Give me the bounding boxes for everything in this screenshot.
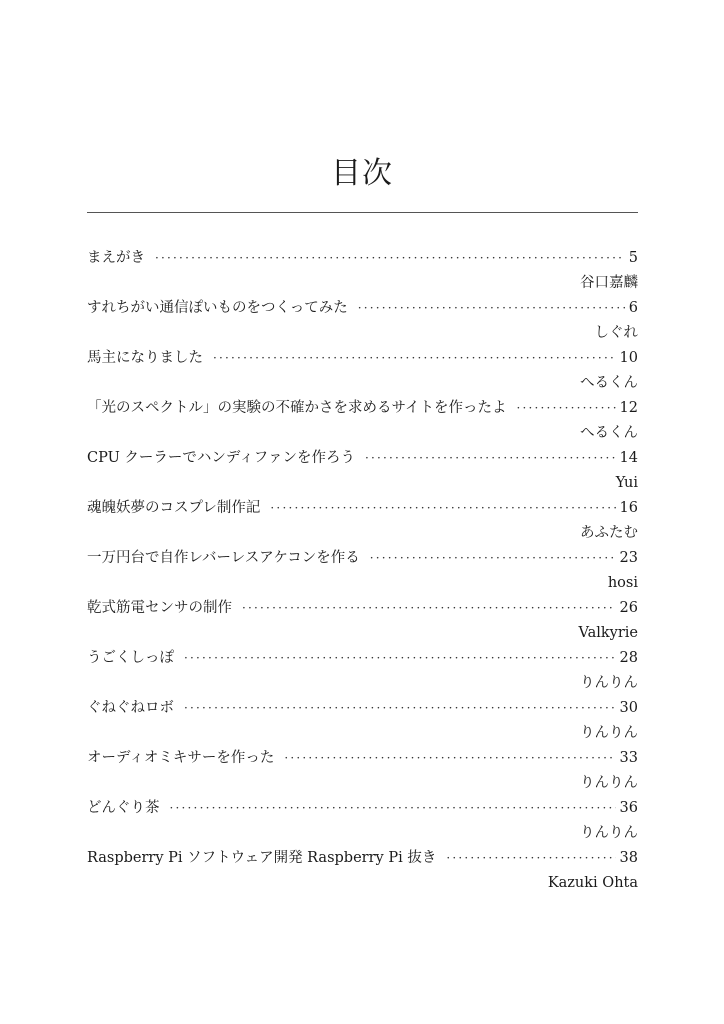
toc-entry-title: うごくしっぽ bbox=[87, 650, 174, 666]
toc-entry-author: 谷口嘉麟 bbox=[580, 275, 638, 291]
toc-entry[interactable] bbox=[87, 796, 638, 821]
toc-entry-page: 28 bbox=[619, 650, 638, 666]
toc-entry-title: 馬主になりました bbox=[87, 350, 203, 366]
toc-entry-page: 5 bbox=[628, 250, 638, 266]
toc-entry-author: Yui bbox=[615, 475, 638, 491]
dot-leader bbox=[184, 696, 616, 721]
dot-leader bbox=[242, 596, 616, 621]
toc-entry[interactable] bbox=[87, 246, 638, 271]
toc-entry-page: 12 bbox=[619, 400, 638, 416]
toc-entry[interactable] bbox=[87, 546, 638, 571]
title-divider bbox=[87, 212, 638, 213]
toc-entry[interactable] bbox=[87, 746, 638, 771]
toc-entry-page: 36 bbox=[619, 800, 638, 816]
toc-entry-author: Kazuki Ohta bbox=[547, 875, 638, 891]
toc-entry-author: へるくん bbox=[580, 425, 638, 441]
toc-entry-page: 23 bbox=[619, 550, 638, 566]
toc-entry-page: 38 bbox=[619, 850, 638, 866]
toc-entry-title: 一万円台で自作レバーレスアケコンを作る bbox=[87, 550, 360, 566]
toc-entry-page: 16 bbox=[619, 500, 638, 516]
toc-entry-title: 乾式筋電センサの制作 bbox=[87, 600, 232, 616]
toc-entry-author: りんりん bbox=[580, 775, 638, 791]
dot-leader bbox=[358, 296, 625, 321]
dot-leader bbox=[213, 346, 616, 371]
toc-entry[interactable] bbox=[87, 496, 638, 521]
toc-entry-title: オーディオミキサーを作った bbox=[87, 750, 275, 766]
toc-entry-author: へるくん bbox=[580, 375, 638, 391]
dot-leader bbox=[184, 646, 616, 671]
toc-entry-author: りんりん bbox=[580, 825, 638, 841]
toc-entry[interactable] bbox=[87, 646, 638, 671]
toc-entry-page: 30 bbox=[619, 700, 638, 716]
toc-entry-page: 6 bbox=[628, 300, 638, 316]
toc-entry-author: りんりん bbox=[580, 675, 638, 691]
toc-entry-title: すれちがい通信ぽいものをつくってみた bbox=[87, 300, 348, 316]
toc-entry-page: 10 bbox=[619, 350, 638, 366]
toc-entry-author: Valkyrie bbox=[578, 625, 638, 641]
toc-entry[interactable] bbox=[87, 446, 638, 471]
toc-entry[interactable] bbox=[87, 596, 638, 621]
toc-entry[interactable] bbox=[87, 396, 638, 421]
toc-entry-page: 14 bbox=[619, 450, 638, 466]
dot-leader bbox=[446, 846, 615, 871]
dot-leader bbox=[270, 496, 615, 521]
dot-leader bbox=[170, 796, 616, 821]
toc-entry-author: あふたむ bbox=[580, 525, 638, 541]
toc-entry-title: Raspberry Pi ソフトウェア開発 Raspberry Pi 抜き bbox=[87, 850, 437, 866]
toc-entry-author: hosi bbox=[607, 575, 638, 591]
dot-leader bbox=[155, 246, 625, 271]
dot-leader bbox=[370, 546, 616, 571]
toc-entry-title: CPU クーラーでハンディファンを作ろう bbox=[87, 450, 355, 466]
toc-entry[interactable] bbox=[87, 346, 638, 371]
toc-entry-author: りんりん bbox=[580, 725, 638, 741]
toc-entry[interactable] bbox=[87, 696, 638, 721]
dot-leader bbox=[516, 396, 615, 421]
dot-leader bbox=[365, 446, 616, 471]
toc-entry-page: 33 bbox=[619, 750, 638, 766]
toc-entry-page: 26 bbox=[619, 600, 638, 616]
toc-entry[interactable] bbox=[87, 296, 638, 321]
toc-entry-title: 「光のスペクトル」の実験の不確かさを求めるサイトを作ったよ bbox=[87, 400, 507, 416]
toc-entry-title: まえがき bbox=[87, 250, 145, 266]
toc-entry-title: 魂魄妖夢のコスプレ制作記 bbox=[87, 500, 261, 516]
toc-entry-title: どんぐり茶 bbox=[87, 800, 160, 816]
page-title: 目次 bbox=[331, 156, 393, 191]
toc-entry-author: しぐれ bbox=[594, 325, 638, 341]
toc-entry-title: ぐねぐねロボ bbox=[87, 700, 174, 716]
dot-leader bbox=[284, 746, 615, 771]
table-of-contents bbox=[87, 246, 638, 896]
toc-entry[interactable] bbox=[87, 846, 638, 871]
